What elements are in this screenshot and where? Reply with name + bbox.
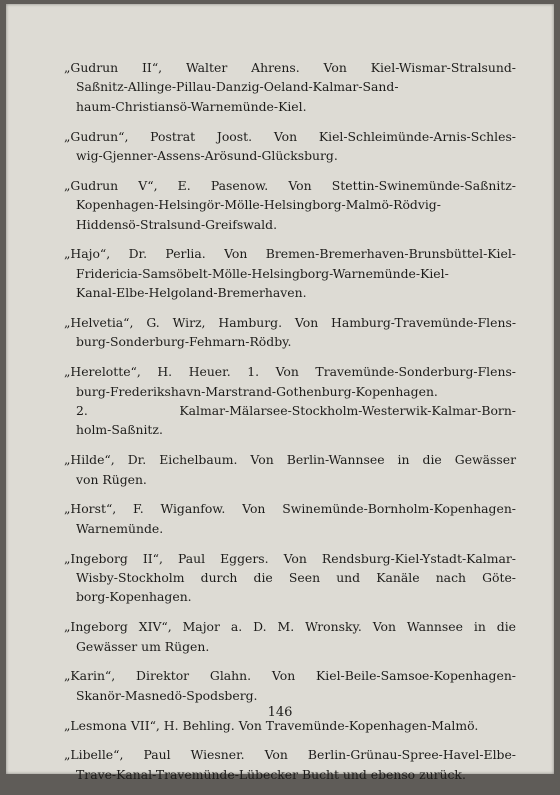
- entry-line: Trave-Kanal-Travemünde-Lübecker Bucht und ebenso zurück.: [76, 766, 466, 782]
- entry-line: „Karin“, Direktor Glahn. Von Kiel-Beile-Samsoe-Kopenhagen-: [64, 668, 516, 684]
- list-entry: [64, 549, 516, 607]
- list-entry: [64, 745, 516, 784]
- entry-line: „Gudrun V“, E. Pasenow. Von Stettin-Swinemünde-Saßnitz-: [64, 177, 516, 193]
- entry-line: Hiddensö-Stralsund-Greifswald.: [76, 216, 278, 232]
- entry-line: burg-Sonderburg-Fehmarn-Rödby.: [76, 334, 292, 350]
- entry-line: „Libelle“, Paul Wiesner. Von Berlin-Grünau-Spree-Havel-Elbe-: [64, 747, 516, 763]
- entry-line: haum-Christiansö-Warnemünde-Kiel.: [76, 98, 307, 114]
- entry-line: „Lesmona VII“, H. Behling. Von Travemünde-Kopenhagen-Malmö.: [64, 717, 479, 733]
- entry-line: „Helvetia“, G. Wirz, Hamburg. Von Hamburg-Travemünde-Flens-: [64, 315, 516, 331]
- entry-line: wig-Gjenner-Assens-Arösund-Glücksburg.: [76, 148, 338, 164]
- entry-line: „Hajo“, Dr. Perlia. Von Bremen-Bremerhaven-Brunsbüttel-Kiel-: [64, 246, 516, 262]
- entry-line: „Gudrun“, Postrat Joost. Von Kiel-Schleimünde-Arnis-Schles-: [64, 128, 516, 144]
- list-entry: [64, 499, 516, 538]
- list-entry: [64, 127, 516, 166]
- entry-line: 2. Kalmar-Mälarsee-Stockholm-Westerwik-Kalmar-Born-: [76, 403, 516, 419]
- list-entry: [64, 58, 516, 116]
- entry-line: Kanal-Elbe-Helgoland-Bremerhaven.: [76, 285, 307, 301]
- list-entry: [64, 617, 516, 656]
- entry-line: Gewässer um Rügen.: [76, 638, 210, 654]
- list-entry: [64, 666, 516, 705]
- entry-line: „Gudrun II“, Walter Ahrens. Von Kiel-Wismar-Stralsund-: [64, 60, 516, 75]
- entry-line: Warnemünde.: [76, 520, 164, 536]
- book-page: [6, 4, 554, 782]
- entry-line: holm-Saßnitz.: [76, 422, 163, 438]
- list-entry: [64, 176, 516, 234]
- entry-line: „Herelotte“, H. Heuer. 1. Von Travemünde-Sonderburg-Flens-: [64, 364, 516, 380]
- entry-line: „Horst“, F. Wiganfow. Von Swinemünde-Bornholm-Kopenhagen-: [64, 501, 516, 517]
- entry-line: Skanör-Masnedö-Spodsberg.: [76, 687, 258, 703]
- entry-line: Wisby-Stockholm durch die Seen und Kanäle nach Göte-: [76, 570, 516, 586]
- entry-line: „Hilde“, Dr. Eichelbaum. Von Berlin-Wannsee in die Gewässer: [64, 452, 516, 468]
- yacht-list: [64, 58, 516, 795]
- entry-line: Kopenhagen-Helsingör-Mölle-Helsingborg-Malmö-Rödvig-: [76, 197, 441, 213]
- entry-line: Saßnitz-Allinge-Pillau-Danzig-Oeland-Kalmar-Sand-: [76, 79, 399, 95]
- entry-line: Fridericia-Samsöbelt-Mölle-Helsingborg-Warnemünde-Kiel-: [76, 265, 449, 281]
- entry-line: borg-Kopenhagen.: [76, 589, 192, 605]
- entry-line: „Ingeborg XIV“, Major a. D. M. Wronsky. Von Wannsee in die: [64, 619, 516, 635]
- entry-line: „Ingeborg II“, Paul Eggers. Von Rendsburg-Kiel-Ystadt-Kalmar-: [64, 550, 516, 566]
- list-entry: [64, 362, 516, 440]
- list-entry: [64, 244, 516, 302]
- page-number: 146: [267, 705, 293, 720]
- list-entry: [64, 313, 516, 352]
- entry-line: burg-Frederikshavn-Marstrand-Gothenburg-Kopenhagen.: [76, 383, 438, 399]
- entry-line: von Rügen.: [76, 471, 147, 487]
- list-entry: [64, 450, 516, 489]
